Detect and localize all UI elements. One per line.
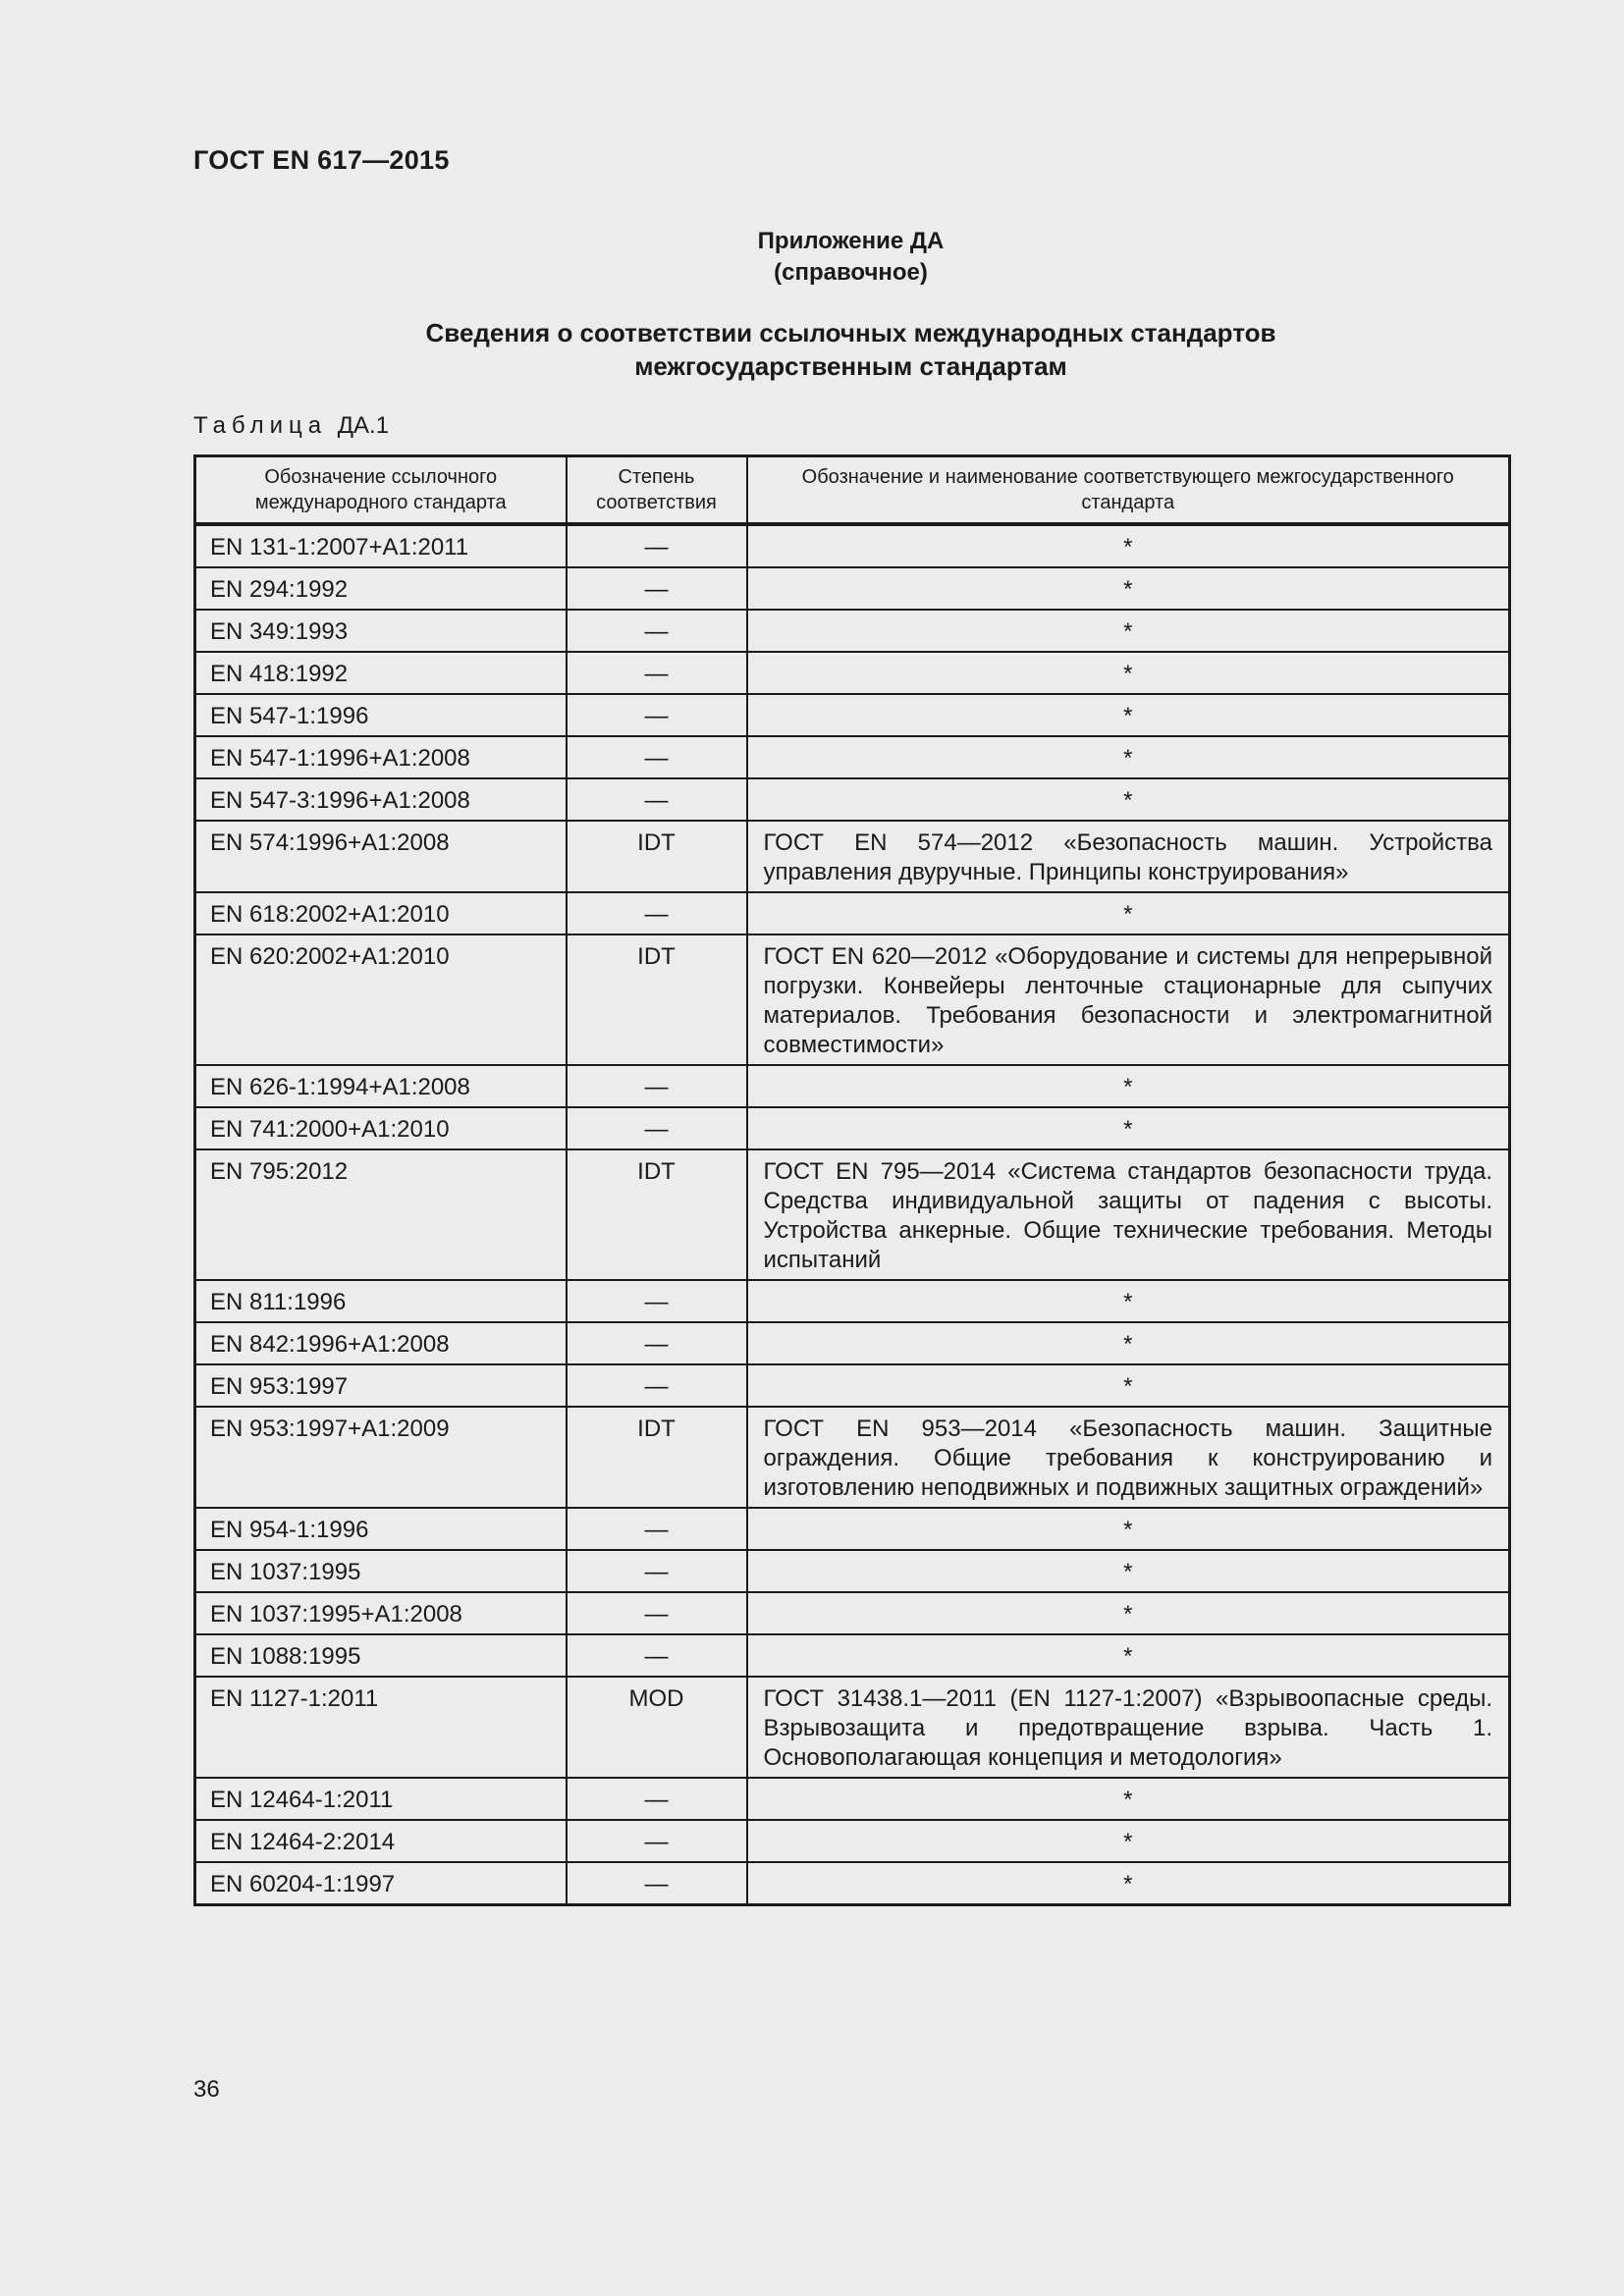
table-row: [195, 1862, 1510, 1905]
standards-table: [193, 454, 1511, 1906]
cell-interstate-standard: *: [747, 778, 1510, 821]
cell-reference-standard: EN 349:1993: [195, 610, 567, 652]
cell-degree: —: [567, 1364, 747, 1407]
section-title-line-2: межгосударственным стандартам: [634, 351, 1067, 381]
cell-interstate-standard: *: [747, 892, 1510, 934]
cell-interstate-standard: ГОСТ EN 953—2014 «Безопасность машин. Защитные ограждения. Общие требования к конструированию и изготовлению неподвижных и подвижных защитных ограждений»: [747, 1407, 1510, 1508]
table-row: [195, 1322, 1510, 1364]
cell-degree: IDT: [567, 1149, 747, 1280]
table-row: [195, 1634, 1510, 1677]
cell-interstate-standard: *: [747, 694, 1510, 736]
table-label: [193, 412, 389, 440]
cell-interstate-standard: *: [747, 524, 1510, 567]
column-header-reference: Обозначение ссылочного международного стандарта: [195, 456, 567, 525]
cell-interstate-standard: *: [747, 1592, 1510, 1634]
cell-reference-standard: EN 953:1997: [195, 1364, 567, 1407]
cell-interstate-standard: *: [747, 567, 1510, 610]
annex-subtitle: (справочное): [774, 259, 928, 286]
cell-degree: —: [567, 1550, 747, 1592]
cell-reference-standard: EN 842:1996+A1:2008: [195, 1322, 567, 1364]
cell-interstate-standard: ГОСТ 31438.1—2011 (EN 1127-1:2007) «Взрывоопасные среды. Взрывозащита и предотвращение взрыва. Часть 1. Основополагающая концепция и методология»: [747, 1677, 1510, 1778]
column-header-name: Обозначение и наименование соответствующего межгосударственного стандарта: [747, 456, 1510, 525]
cell-degree: —: [567, 736, 747, 778]
table-row: [195, 1592, 1510, 1634]
section-title-line-1: Сведения о соответствии ссылочных международных стандартов: [425, 318, 1276, 347]
document-code: ГОСТ EN 617—2015: [193, 145, 450, 175]
cell-degree: —: [567, 1592, 747, 1634]
table-row: [195, 778, 1510, 821]
table-row: [195, 821, 1510, 892]
table-row: [195, 1280, 1510, 1322]
cell-degree: —: [567, 1322, 747, 1364]
cell-degree: —: [567, 567, 747, 610]
table-label-prefix: Таблица: [193, 412, 328, 439]
cell-reference-standard: EN 1127-1:2011: [195, 1677, 567, 1778]
cell-interstate-standard: *: [747, 1550, 1510, 1592]
cell-reference-standard: EN 547-1:1996: [195, 694, 567, 736]
cell-reference-standard: EN 795:2012: [195, 1149, 567, 1280]
cell-interstate-standard: *: [747, 1862, 1510, 1905]
cell-reference-standard: EN 618:2002+A1:2010: [195, 892, 567, 934]
table-row: [195, 1778, 1510, 1820]
cell-interstate-standard: *: [747, 610, 1510, 652]
cell-interstate-standard: *: [747, 1280, 1510, 1322]
cell-reference-standard: EN 1088:1995: [195, 1634, 567, 1677]
cell-degree: IDT: [567, 821, 747, 892]
annex-heading: [193, 226, 1508, 289]
cell-interstate-standard: *: [747, 1820, 1510, 1862]
cell-degree: —: [567, 1065, 747, 1107]
cell-degree: —: [567, 1634, 747, 1677]
table-row: [195, 652, 1510, 694]
cell-interstate-standard: *: [747, 1508, 1510, 1550]
cell-reference-standard: EN 626-1:1994+A1:2008: [195, 1065, 567, 1107]
table-body: [195, 524, 1510, 1905]
cell-degree: —: [567, 652, 747, 694]
cell-degree: —: [567, 610, 747, 652]
cell-reference-standard: EN 953:1997+A1:2009: [195, 1407, 567, 1508]
table-label-number: ДА.1: [337, 412, 390, 439]
table-row: [195, 524, 1510, 567]
page-number: 36: [193, 2076, 220, 2103]
table-row: [195, 1407, 1510, 1508]
cell-degree: —: [567, 694, 747, 736]
table-row: [195, 1677, 1510, 1778]
table-row: [195, 1149, 1510, 1280]
cell-reference-standard: EN 131-1:2007+A1:2011: [195, 524, 567, 567]
table-row: [195, 1364, 1510, 1407]
cell-degree: —: [567, 1508, 747, 1550]
cell-degree: —: [567, 892, 747, 934]
cell-interstate-standard: *: [747, 1364, 1510, 1407]
cell-degree: IDT: [567, 1407, 747, 1508]
cell-interstate-standard: *: [747, 736, 1510, 778]
cell-interstate-standard: *: [747, 1634, 1510, 1677]
cell-interstate-standard: *: [747, 1065, 1510, 1107]
cell-reference-standard: EN 574:1996+A1:2008: [195, 821, 567, 892]
cell-interstate-standard: *: [747, 652, 1510, 694]
cell-reference-standard: EN 954-1:1996: [195, 1508, 567, 1550]
table-row: [195, 1065, 1510, 1107]
column-header-degree: Степень соответствия: [567, 456, 747, 525]
cell-reference-standard: EN 1037:1995+A1:2008: [195, 1592, 567, 1634]
cell-interstate-standard: *: [747, 1107, 1510, 1149]
cell-interstate-standard: ГОСТ EN 620—2012 «Оборудование и системы для непрерывной погрузки. Конвейеры ленточные стационарные для сыпучих материалов. Требования безопасности и электромагнитной совместимости»: [747, 934, 1510, 1065]
table-row: [195, 892, 1510, 934]
cell-reference-standard: EN 547-3:1996+A1:2008: [195, 778, 567, 821]
table-row: [195, 610, 1510, 652]
cell-degree: —: [567, 1280, 747, 1322]
cell-interstate-standard: ГОСТ EN 574—2012 «Безопасность машин. Устройства управления двуручные. Принципы конструирования»: [747, 821, 1510, 892]
cell-degree: IDT: [567, 934, 747, 1065]
table-row: [195, 1508, 1510, 1550]
cell-reference-standard: EN 811:1996: [195, 1280, 567, 1322]
table-row: [195, 1550, 1510, 1592]
cell-degree: —: [567, 1820, 747, 1862]
cell-degree: —: [567, 1778, 747, 1820]
table-row: [195, 736, 1510, 778]
table-row: [195, 567, 1510, 610]
cell-reference-standard: EN 741:2000+A1:2010: [195, 1107, 567, 1149]
cell-reference-standard: EN 12464-1:2011: [195, 1778, 567, 1820]
cell-degree: —: [567, 1862, 747, 1905]
table-row: [195, 934, 1510, 1065]
section-title: [193, 316, 1508, 383]
table-row: [195, 694, 1510, 736]
cell-reference-standard: EN 1037:1995: [195, 1550, 567, 1592]
cell-degree: MOD: [567, 1677, 747, 1778]
cell-degree: —: [567, 1107, 747, 1149]
table-header-row: [195, 456, 1510, 525]
cell-reference-standard: EN 418:1992: [195, 652, 567, 694]
cell-reference-standard: EN 620:2002+A1:2010: [195, 934, 567, 1065]
cell-interstate-standard: *: [747, 1778, 1510, 1820]
cell-degree: —: [567, 524, 747, 567]
table-row: [195, 1820, 1510, 1862]
cell-interstate-standard: ГОСТ EN 795—2014 «Система стандартов безопасности труда. Средства индивидуальной защиты от падения с высоты. Устройства анкерные. Общие технические требования. Методы испытаний: [747, 1149, 1510, 1280]
cell-reference-standard: EN 294:1992: [195, 567, 567, 610]
cell-reference-standard: EN 12464-2:2014: [195, 1820, 567, 1862]
cell-interstate-standard: *: [747, 1322, 1510, 1364]
cell-reference-standard: EN 60204-1:1997: [195, 1862, 567, 1905]
annex-title: Приложение ДА: [757, 228, 945, 254]
cell-reference-standard: EN 547-1:1996+A1:2008: [195, 736, 567, 778]
table-row: [195, 1107, 1510, 1149]
cell-degree: —: [567, 778, 747, 821]
